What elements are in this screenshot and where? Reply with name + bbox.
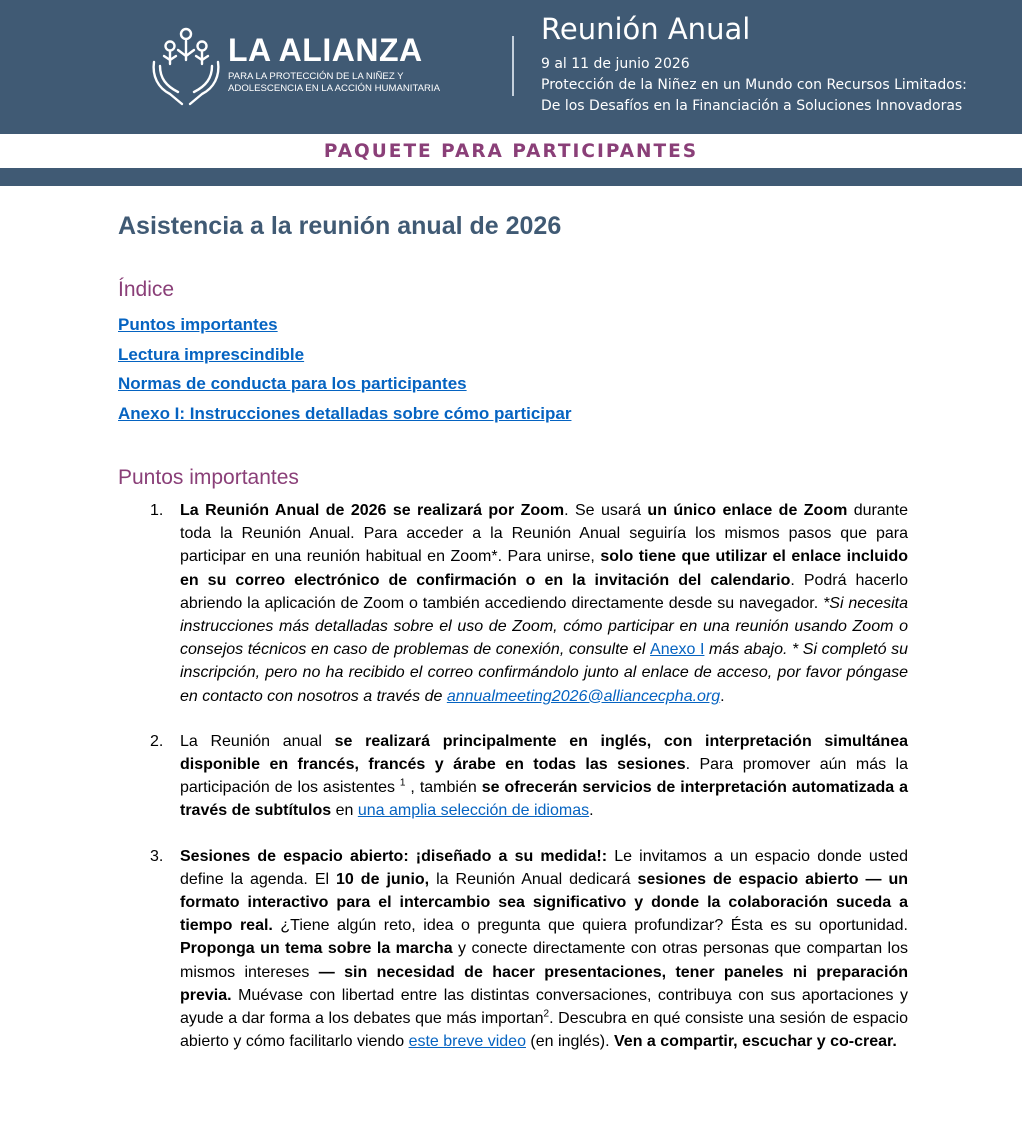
bold-text: — sin necesidad de hacer presentaciones, tener paneles ni preparación previa. [180,963,909,1004]
text: Muévase con libertad entre las distintas conversaciones, contribuya con sus aportaciones y ayude a dar forma a los debates que más importan [180,986,908,1028]
section-heading: Puntos importantes [118,466,299,489]
languages-link[interactable]: una amplia selección de idiomas [357,802,590,820]
org-subtitle [228,71,440,95]
bold-text: solo tiene que utilizar el enlace incluido en su correo electrónico de confirmación o en la invitación del calendario [180,548,908,589]
bold-text: Ven a compartir, escuchar y co-crear. [614,1033,897,1051]
text: Le invitamos a un espacio donde usted define la agenda. El [180,847,909,888]
event-dates: 9 al 11 de junio 2026 [541,56,690,72]
event-theme-line-1: Protección de la Niñez en un Mundo con Recursos Limitados: [541,77,967,93]
bold-text: se ofrecerán servicios de interpretación automatizada a través de subtítulos [180,779,908,820]
text: La Reunión anual [180,732,335,750]
list-item [118,730,908,823]
page-title: Asistencia a la reunión anual de 2026 [118,212,562,240]
org-name: LA ALIANZA [228,32,423,68]
bold-text: La Reunión Anual de 2026 se realizará por Zoom [180,502,565,519]
text: y conecte directamente con otras personas que compartan los mismos intereses [180,940,909,981]
list-item [118,845,908,1054]
bold-text: Sesiones de espacio abierto: ¡diseñado a su medida!: [180,847,608,865]
video-link[interactable]: este breve video [408,1033,526,1051]
text: . Se usará [564,502,648,519]
text: . [720,687,725,705]
event-theme-line-2: De los Desafíos en la Financiación a Soluciones Innovadoras [541,98,963,114]
org-subtitle-line-2: ADOLESCENCIA EN LA ACCIÓN HUMANITARIA [228,83,440,94]
header-banner [0,0,1022,134]
document-body [118,212,908,1053]
event-title: Reunión Anual [541,12,751,46]
text: . [589,802,594,820]
packet-label-bar [0,134,1022,168]
bold-text: un único enlace de Zoom [647,502,848,519]
text: , también [405,779,482,797]
list-number: 1. [150,502,164,519]
toc-heading: Índice [118,278,175,301]
text: . Descubra en qué consiste una sesión de espacio abierto y cómo facilitarlo viendo [180,1010,909,1051]
text: (en inglés). [525,1033,615,1051]
text: la Reunión Anual dedicará [429,870,638,888]
toc-link-anexo[interactable]: Anexo I: Instrucciones detalladas sobre cómo participar [118,403,572,423]
toc-link-lectura[interactable]: Lectura imprescindible [118,344,305,364]
table-of-contents [118,310,908,428]
key-points-list [118,499,908,1053]
italic-text: *Si necesita instrucciones más detalladas sobre el uso de Zoom, cómo participar en una reunión usando Zoom o consejos técnicos en caso de problemas de conexión, consulte el [180,594,908,659]
text: . Para promover aún más la participación de los asistentes [180,756,908,797]
link-anexo-i[interactable]: Anexo I [650,641,705,659]
list-number: 3. [150,847,164,865]
hands-children-icon [148,26,224,106]
text: en [331,802,358,820]
org-subtitle-line-1: PARA LA PROTECCIÓN DE LA NIÑEZ Y [228,71,404,82]
text: durante toda la Reunión Anual. Para acceder a la Reunión Anual seguiría los mismos pasos que para participar en una reunión habitual en Zoom*. Para unirse, [180,502,908,566]
text: ¿Tiene algún reto, idea o pregunta que quiera profundizar? Ésta es su oportunidad. [272,917,909,935]
list-number: 2. [150,732,164,750]
footnote-ref[interactable]: 1 [399,777,406,789]
bold-text: Proponga un tema sobre la marcha [180,940,453,958]
toc-link-puntos-importantes[interactable]: Puntos importantes [118,315,278,334]
italic-text: más abajo. * Si completó su inscripción, pero no ha recibido el correo confirmándolo junto al enlace de acceso, por favor póngase en contacto con nosotros a través de [180,641,908,705]
bold-text: 10 de junio, [336,870,430,888]
header-divider [512,36,514,96]
bold-text: sesiones de espacio abierto — un formato interactivo para el intercambio sea significativo y donde la colaboración suceda a tiempo real. [180,870,909,935]
bold-text: se realizará principalmente en inglés, con interpretación simultánea disponible en francés, francés y árabe en todas las sesiones [180,732,908,774]
header-bottom-bar [0,168,1022,186]
list-item [118,499,908,708]
toc-link-normas[interactable]: Normas de conducta para los participantes [118,374,467,393]
text: . Podrá hacerlo abriendo la aplicación de Zoom o también accediendo directamente desde su navegador. [180,571,908,612]
email-link[interactable]: annualmeeting2026@alliancecpha.org [446,687,721,705]
packet-label: PAQUETE PARA PARTICIPANTES [323,141,699,162]
footnote-ref[interactable]: 2 [543,1008,550,1020]
